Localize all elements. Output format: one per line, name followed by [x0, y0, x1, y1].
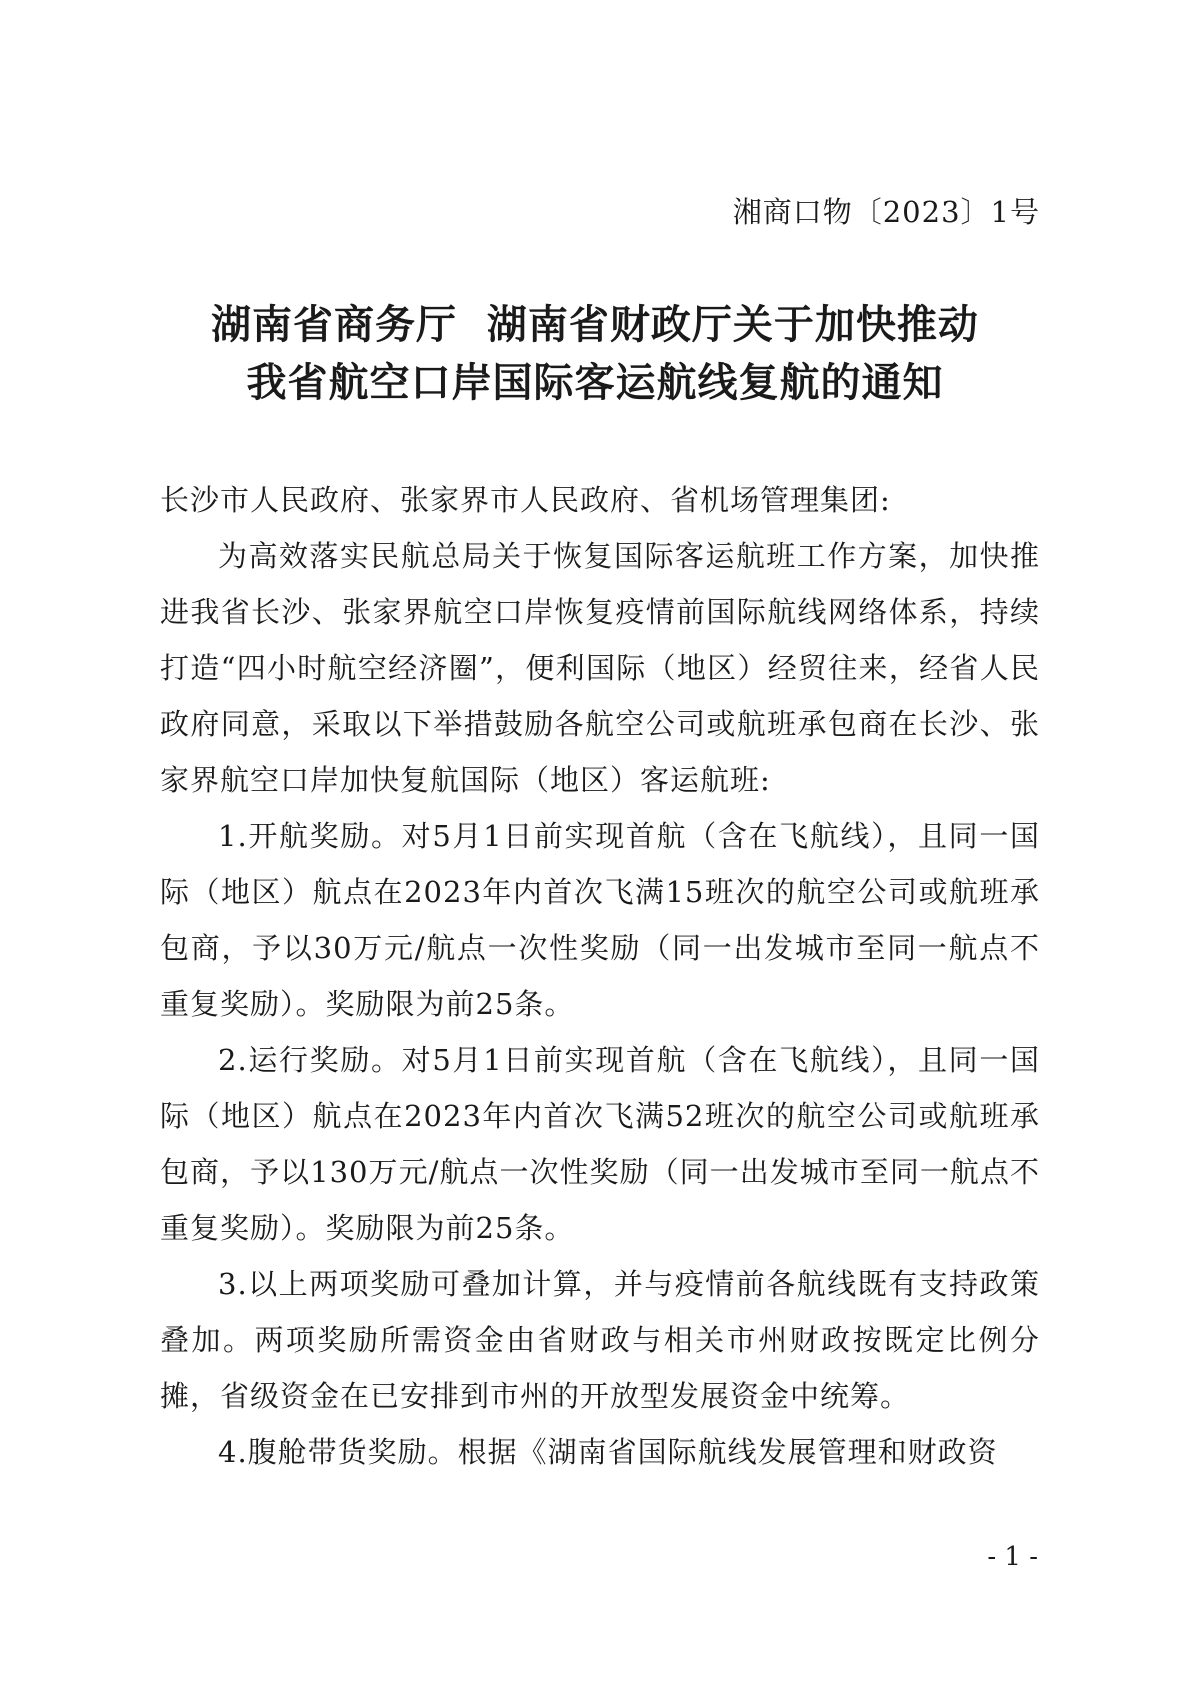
paragraph-intro: 为高效落实民航总局关于恢复国际客运航班工作方案，加快推进我省长沙、张家界航空口岸恢复疫情前国际航线网络体系，持续打造“四小时航空经济圈”，便利国际（地区）经贸往来，经省人民政府同意，采取以下举措鼓励各航空公司或航班承包商在长沙、张家界航空口岸加快复航国际（地区）客运航班: — [160, 539, 1040, 797]
page-number: - 1 - — [987, 1542, 1038, 1572]
paragraph-item-3: 3.以上两项奖励可叠加计算，并与疫情前各航线既有支持政策叠加。两项奖励所需资金由省财政与相关市州财政按既定比例分摊，省级资金在已安排到市州的开放型发展资金中统筹。 — [160, 1267, 1040, 1413]
paragraph-item-4: 4.腹舱带货奖励。根据《湖南省国际航线发展管理和财政资 — [218, 1435, 998, 1469]
salutation: 长沙市人民政府、张家界市人民政府、省机场管理集团: — [160, 483, 891, 517]
document-number: 湘商口物〔2023〕1号 — [732, 195, 1040, 229]
title-line-2: 我省航空口岸国际客运航线复航的通知 — [246, 359, 944, 406]
title-line-1: 湖南省商务厅 湖南省财政厅关于加快推动 — [211, 301, 979, 348]
paragraph-item-1: 1.开航奖励。对5月1日前实现首航（含在飞航线），且同一国际（地区）航点在2023年内首次飞满15班次的航空公司或航班承包商，予以30万元/航点一次性奖励（同一出发城市至同一航点不重复奖励）。奖励限为前25条。 — [160, 819, 1040, 1021]
document-body — [160, 472, 1040, 1480]
document-title — [150, 296, 1040, 412]
paragraph-item-2: 2.运行奖励。对5月1日前实现首航（含在飞航线），且同一国际（地区）航点在2023年内首次飞满52班次的航空公司或航班承包商，予以130万元/航点一次性奖励（同一出发城市至同一航点不重复奖励）。奖励限为前25条。 — [160, 1043, 1040, 1245]
